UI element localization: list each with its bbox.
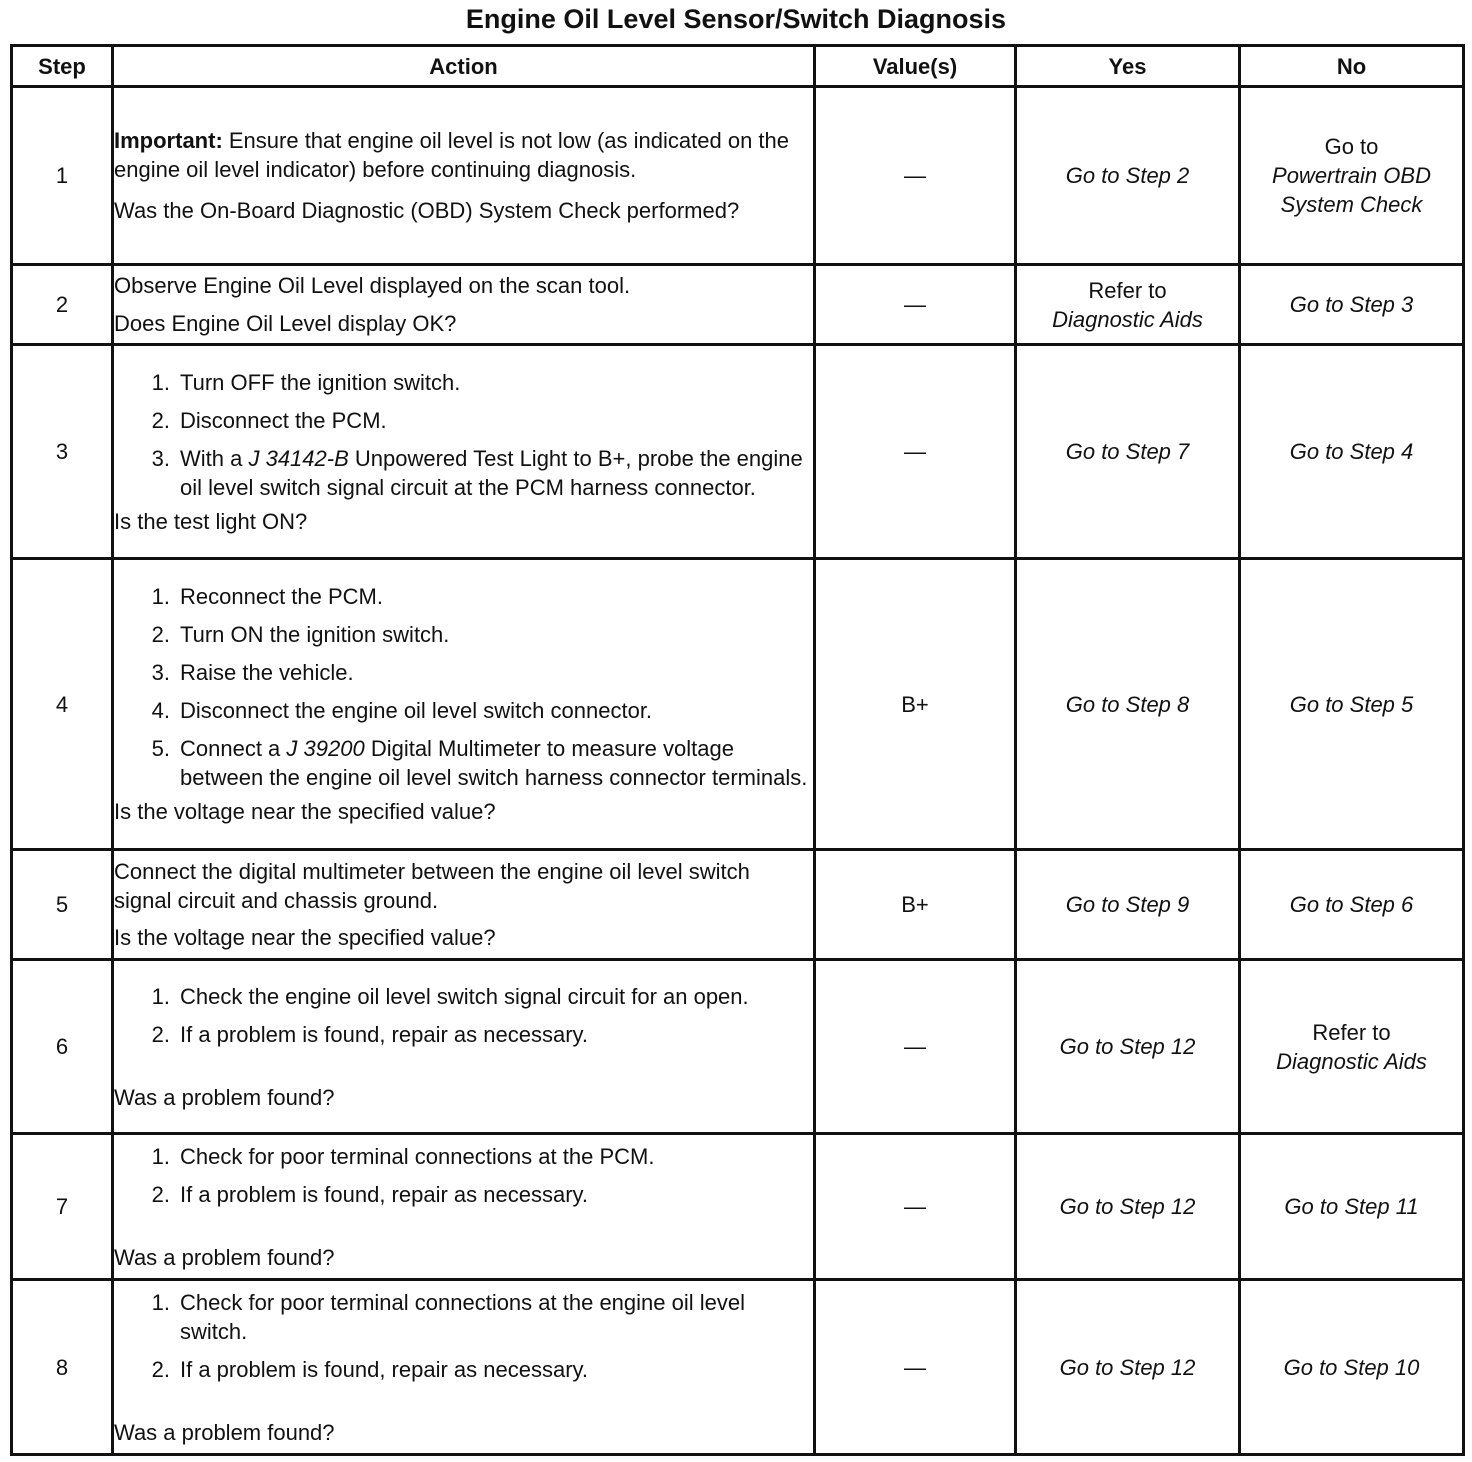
substep-text: Check the engine oil level switch signal circuit for an open.: [180, 983, 749, 1009]
substep-number: 1.: [151, 983, 170, 1009]
substep-number: 1.: [151, 369, 170, 395]
substep-list: [114, 982, 813, 1049]
substep-number: 2.: [151, 1356, 170, 1382]
list-item: [114, 734, 813, 792]
table-row: [12, 1280, 1464, 1455]
substep-text: Disconnect the PCM.: [180, 407, 387, 433]
action-cell: [113, 559, 815, 850]
step-question: Is the test light ON?: [114, 508, 308, 534]
yes-link[interactable]: Go to Step 2: [1065, 163, 1190, 188]
substep-text: Raise the vehicle.: [180, 660, 354, 685]
yes-cell: [1016, 345, 1240, 559]
substep-text: Disconnect the engine oil level switch connector.: [180, 698, 653, 723]
yes-link[interactable]: Go to Step 9: [1065, 892, 1190, 917]
table-row: [12, 87, 1464, 265]
step-question: Is the voltage near the specified value?: [114, 799, 496, 824]
tool-reference: J 39200: [286, 736, 365, 761]
yes-link[interactable]: Go to Step 12: [1059, 1034, 1196, 1059]
value-cell: —: [815, 87, 1016, 265]
no-link[interactable]: Go to Step 10: [1283, 1354, 1420, 1380]
step-question: Was a problem found?: [114, 1084, 335, 1110]
important-label: Important:: [114, 128, 223, 153]
no-link[interactable]: Powertrain OBD System Check: [1272, 163, 1431, 217]
step-number: 6: [12, 960, 113, 1134]
important-text: Ensure that engine oil level is not low (as indicated on the engine oil level indicator) before continuing diagnosis.: [114, 128, 789, 182]
action-cell: [113, 960, 815, 1134]
action-cell: [113, 1134, 815, 1280]
yes-cell: [1016, 559, 1240, 850]
no-cell: [1240, 1280, 1464, 1455]
step-number: 8: [12, 1280, 113, 1455]
substep-text: Check for poor terminal connections at the PCM.: [180, 1143, 655, 1169]
substep-number: 3.: [151, 660, 170, 685]
header-no: No: [1240, 46, 1464, 87]
value-cell: —: [815, 960, 1016, 1134]
table-row: [12, 559, 1464, 850]
value-cell: —: [815, 1134, 1016, 1280]
list-item: [114, 982, 813, 1011]
value-cell: B+: [815, 559, 1016, 850]
substep-list: [114, 582, 813, 792]
no-cell: [1240, 265, 1464, 345]
yes-link[interactable]: Go to Step 12: [1059, 1354, 1196, 1380]
no-link[interactable]: Diagnostic Aids: [1276, 1048, 1427, 1074]
no-cell: [1240, 345, 1464, 559]
table-row: [12, 960, 1464, 1134]
step-question: Was a problem found?: [114, 1419, 335, 1445]
no-link[interactable]: Go to Step 5: [1289, 691, 1414, 717]
page-title: Engine Oil Level Sensor/Switch Diagnosis: [465, 4, 1007, 34]
step-text: Observe Engine Oil Level displayed on the scan tool.: [114, 273, 631, 298]
substep-number: 1.: [151, 1143, 170, 1169]
no-cell: [1240, 87, 1464, 265]
substep-number: 2.: [151, 1021, 170, 1047]
table-row: [12, 850, 1464, 960]
substep-number: 4.: [151, 698, 170, 723]
yes-link[interactable]: Diagnostic Aids: [1052, 306, 1203, 332]
no-cell: [1240, 559, 1464, 850]
step-text: Connect the digital multimeter between the engine oil level switch signal circuit and chassis ground.: [114, 859, 750, 913]
yes-cell: [1016, 265, 1240, 345]
no-cell: [1240, 1134, 1464, 1280]
substep-text: Unpowered Test Light to B+, probe the engine oil level switch signal circuit at the PCM harness connector.: [180, 445, 803, 500]
no-link[interactable]: Go to Step 4: [1289, 439, 1414, 464]
header-row: [12, 46, 1464, 87]
list-item: [114, 1020, 813, 1049]
tool-reference: J 34142-B: [248, 445, 349, 471]
step-number: 2: [12, 265, 113, 345]
substep-text: Turn OFF the ignition switch.: [180, 369, 461, 395]
no-cell: [1240, 850, 1464, 960]
yes-cell: [1016, 1280, 1240, 1455]
no-cell: [1240, 960, 1464, 1134]
substep-number: 2.: [151, 1181, 170, 1207]
important-note: [114, 126, 813, 184]
substep-number: 2.: [151, 622, 170, 647]
value-cell: —: [815, 345, 1016, 559]
table-row: [12, 1134, 1464, 1280]
substep-text: If a problem is found, repair as necessary.: [180, 1356, 589, 1382]
list-item: [114, 620, 813, 649]
list-item: [114, 368, 813, 397]
substep-text: Digital Multimeter to measure voltage between the engine oil level switch harness connector terminals.: [180, 736, 808, 790]
header-step: Step: [12, 46, 113, 87]
action-cell: [113, 87, 815, 265]
substep-number: 2.: [151, 407, 170, 433]
step-question: Does Engine Oil Level display OK?: [114, 311, 457, 336]
header-yes: Yes: [1016, 46, 1240, 87]
substep-text: With a: [180, 445, 249, 471]
substep-text: Check for poor terminal connections at the engine oil level switch.: [180, 1289, 745, 1344]
action-cell: [113, 850, 815, 960]
no-prefix: Refer to: [1312, 1019, 1391, 1045]
step-question: Is the voltage near the specified value?: [114, 925, 496, 950]
table-row: [12, 265, 1464, 345]
list-item: [114, 406, 813, 435]
action-cell: [113, 265, 815, 345]
list-item: [114, 658, 813, 687]
list-item: [114, 1288, 813, 1346]
diagnosis-table: [10, 44, 1465, 1456]
yes-link[interactable]: Go to Step 7: [1065, 439, 1190, 464]
substep-number: 1.: [151, 584, 170, 609]
yes-cell: [1016, 850, 1240, 960]
yes-cell: [1016, 87, 1240, 265]
value-cell: —: [815, 265, 1016, 345]
step-number: 4: [12, 559, 113, 850]
substep-number: 1.: [151, 1289, 170, 1315]
substep-list: [114, 1142, 813, 1209]
substep-text: If a problem is found, repair as necessary.: [180, 1181, 589, 1207]
substep-text: If a problem is found, repair as necessary.: [180, 1021, 589, 1047]
yes-cell: [1016, 1134, 1240, 1280]
header-action: Action: [113, 46, 815, 87]
table-row: [12, 345, 1464, 559]
list-item: [114, 444, 813, 502]
list-item: [114, 1142, 813, 1171]
value-cell: —: [815, 1280, 1016, 1455]
step-number: 7: [12, 1134, 113, 1280]
substep-number: 3.: [151, 445, 170, 471]
no-link[interactable]: Go to Step 6: [1289, 892, 1414, 917]
yes-cell: [1016, 960, 1240, 1134]
no-link[interactable]: Go to Step 11: [1284, 1194, 1419, 1219]
action-cell: [113, 1280, 815, 1455]
yes-link[interactable]: Go to Step 12: [1059, 1194, 1196, 1219]
substep-text: Connect a: [180, 736, 287, 761]
substep-text: Turn ON the ignition switch.: [180, 622, 450, 647]
no-prefix: Go to: [1324, 134, 1379, 159]
action-cell: [113, 345, 815, 559]
substep-text: Reconnect the PCM.: [180, 584, 383, 609]
step-number: 5: [12, 850, 113, 960]
list-item: [114, 1180, 813, 1209]
yes-prefix: Refer to: [1088, 277, 1167, 303]
step-number: 1: [12, 87, 113, 265]
step-question: Was the On-Board Diagnostic (OBD) System Check performed?: [114, 198, 740, 223]
substep-list: [114, 368, 813, 502]
step-number: 3: [12, 345, 113, 559]
list-item: [114, 1355, 813, 1384]
no-link[interactable]: Go to Step 3: [1289, 292, 1414, 317]
header-value: Value(s): [815, 46, 1016, 87]
yes-link[interactable]: Go to Step 8: [1065, 691, 1190, 717]
step-question: Was a problem found?: [114, 1244, 335, 1270]
substep-number: 5.: [151, 736, 170, 761]
list-item: [114, 582, 813, 611]
list-item: [114, 696, 813, 725]
substep-list: [114, 1288, 813, 1384]
value-cell: B+: [815, 850, 1016, 960]
